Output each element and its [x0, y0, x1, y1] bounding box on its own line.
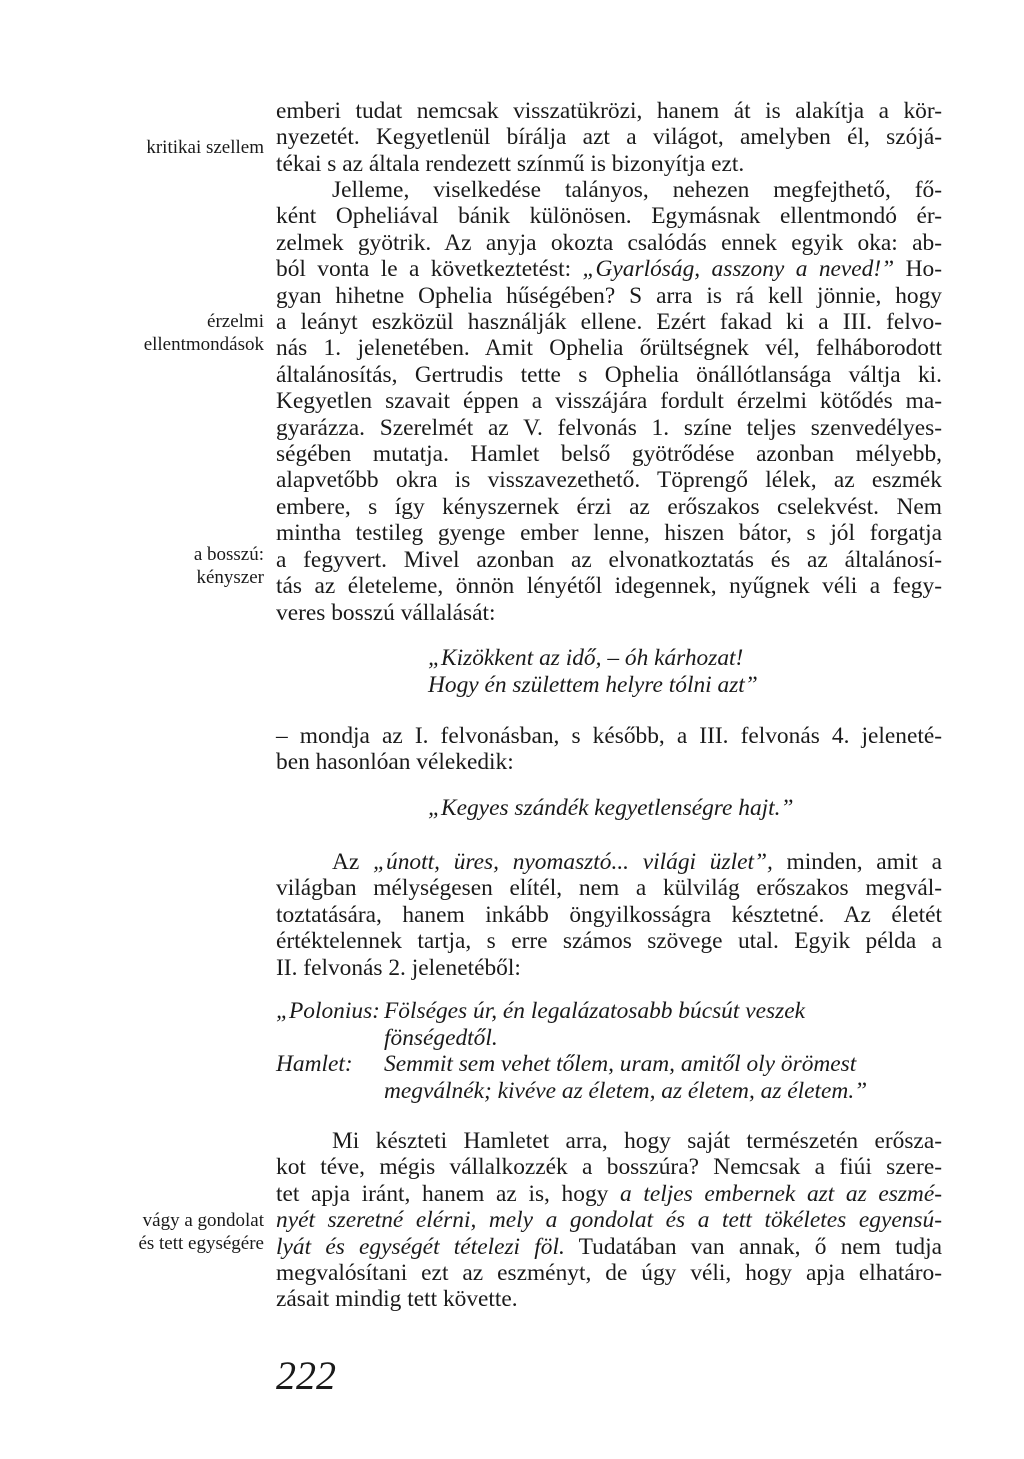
- verse-quote-1: „Kizökkent az idő, – óh kárhozat! Hogy én születtem helyre tólni azt”: [428, 645, 758, 698]
- text-line: ként Opheliával bánik különösen. Egymásnak ellentmondó ér-: [276, 203, 942, 230]
- text-line: zelmek gyötrik. Az anyja okozta csalódás ennek egyik oka: ab-: [276, 229, 942, 256]
- text-line: kot téve, mégis vállalkozzék a bosszúra? Nemcsak a fiúi szere-: [276, 1154, 942, 1181]
- inline-quote: „Gyarlóság, asszony a neved!”: [582, 256, 895, 283]
- text-line: tet apja iránt, hanem az is, hogy a teljes embernek azt az eszmé-: [276, 1180, 942, 1207]
- margin-note-revenge-compulsion: a bosszú: kényszer: [193, 544, 264, 588]
- margin-note-desire-unity: vágy a gondolat és tett egységére: [138, 1210, 264, 1254]
- text-line: a fegyvert. Mivel azonban az elvonatkoztatás és az általánosí-: [276, 546, 942, 573]
- text-line: alapvetőbb okra is visszavezethető. Töprengő lélek, az eszmék: [276, 467, 942, 494]
- text-line: nás 1. jelenetében. Amit Ophelia őrültségnek vél, felháborodott: [276, 335, 942, 362]
- text-line: ségében mutatja. Hamlet belső gyötrődése azonban mélyebb,: [276, 441, 942, 468]
- margin-note-critical-spirit: kritikai szellem: [146, 137, 264, 158]
- text-line: – mondja az I. felvonásban, s később, a III. felvonás 4. jeleneté-: [276, 723, 942, 749]
- text-line: értéktelennek tartja, s erre számos szövege utal. Egyik példa a: [276, 928, 942, 955]
- text-line: Jelleme, viselkedése talányos, nehezen megfejthető, fő-: [332, 177, 942, 203]
- text-line: lyát és egységét tételezi föl. Tudatában van annak, ő nem tudja: [276, 1233, 942, 1260]
- text-line: II. felvonás 2. jelenetéből:: [276, 954, 521, 981]
- paragraph-2: [276, 177, 942, 626]
- text-line: tékai s az általa rendezett színmű is bizonyítja ezt.: [276, 150, 745, 177]
- margin-note-emotional-contradictions: érzelmi ellentmondások: [143, 311, 264, 355]
- text-line: ból vonta le a következtetést: „Gyarlóság, asszony a neved!” Ho-: [276, 256, 942, 283]
- dialogue-entry: „Polonius: Fölséges úr, én legalázatosabb búcsút veszek fönségedtől.: [276, 998, 805, 1051]
- speaker-name: Hamlet:: [276, 1051, 353, 1077]
- text-line: veres bosszú vállalását:: [276, 599, 496, 626]
- text-line: tás az életeleme, önnön lényétől idegennek, nyűgnek véli a fegy-: [276, 573, 942, 600]
- dialogue-entry: Hamlet: Semmit sem vehet tőlem, uram, amitől oly örömest megválnék; kivéve az életem, az életem, az életem.”: [276, 1051, 868, 1104]
- text-line: világban mélységesen elítél, nem a külvilág erőszakos megvál-: [276, 875, 942, 902]
- paragraph-3: [276, 723, 942, 776]
- text-line: megvalósítani ezt az eszményt, de úgy véli, hogy apja elhatáro-: [276, 1260, 942, 1287]
- text-line: Kegyetlen szavait éppen a visszájára fordult érzelmi kötődés ma-: [276, 388, 942, 415]
- text-line: emberi tudat nemcsak visszatükrözi, hanem át is alakítja a kör-: [276, 98, 942, 124]
- text-line: Az „únott, üres, nyomasztó... világi üzlet”, minden, amit a: [332, 849, 943, 875]
- text-line: mintha testileg gyenge ember lenne, hiszen bátor, s jól forgatja: [276, 520, 942, 547]
- text-line: nyezetét. Kegyetlenül bírálja azt a világot, amelyben él, szójá-: [276, 124, 942, 151]
- text-line: zásait mindig tett követte.: [276, 1286, 518, 1313]
- paragraph-4: [276, 849, 942, 981]
- paragraph-1: [276, 98, 942, 177]
- page-number: 222: [276, 1353, 336, 1398]
- text-line: Mi készteti Hamletet arra, hogy saját természetén erősza-: [332, 1128, 942, 1154]
- text-line: nyét szeretné elérni, mely a gondolat és a tett tökéletes egyensú-: [276, 1207, 942, 1234]
- text-line: gyarázza. Szerelmét az V. felvonás 1. színe teljes szenvedélyes-: [276, 414, 942, 441]
- verse-quote-2: „Kegyes szándék kegyetlenségre hajt.”: [428, 795, 794, 821]
- speaker-name: „Polonius:: [276, 998, 380, 1024]
- dialogue-quote: [276, 998, 926, 1104]
- text-line: a leányt eszközül használják ellene. Ezért fakad ki a III. felvo-: [276, 309, 942, 336]
- text-line: általánosítás, Gertrudis tette s Ophelia önállótlansága váltja ki.: [276, 361, 942, 388]
- paragraph-5: [276, 1128, 942, 1313]
- text-line: embere, s így kényszernek érzi az erőszakos cselekvést. Nem: [276, 493, 942, 520]
- text-line: ben hasonlóan vélekedik:: [276, 749, 514, 776]
- text-line: toztatására, hanem inkább öngyilkosságra késztetné. Az életét: [276, 901, 942, 928]
- text-line: gyan hihetne Ophelia hűségében? S arra is rá kell jönnie, hogy: [276, 282, 942, 309]
